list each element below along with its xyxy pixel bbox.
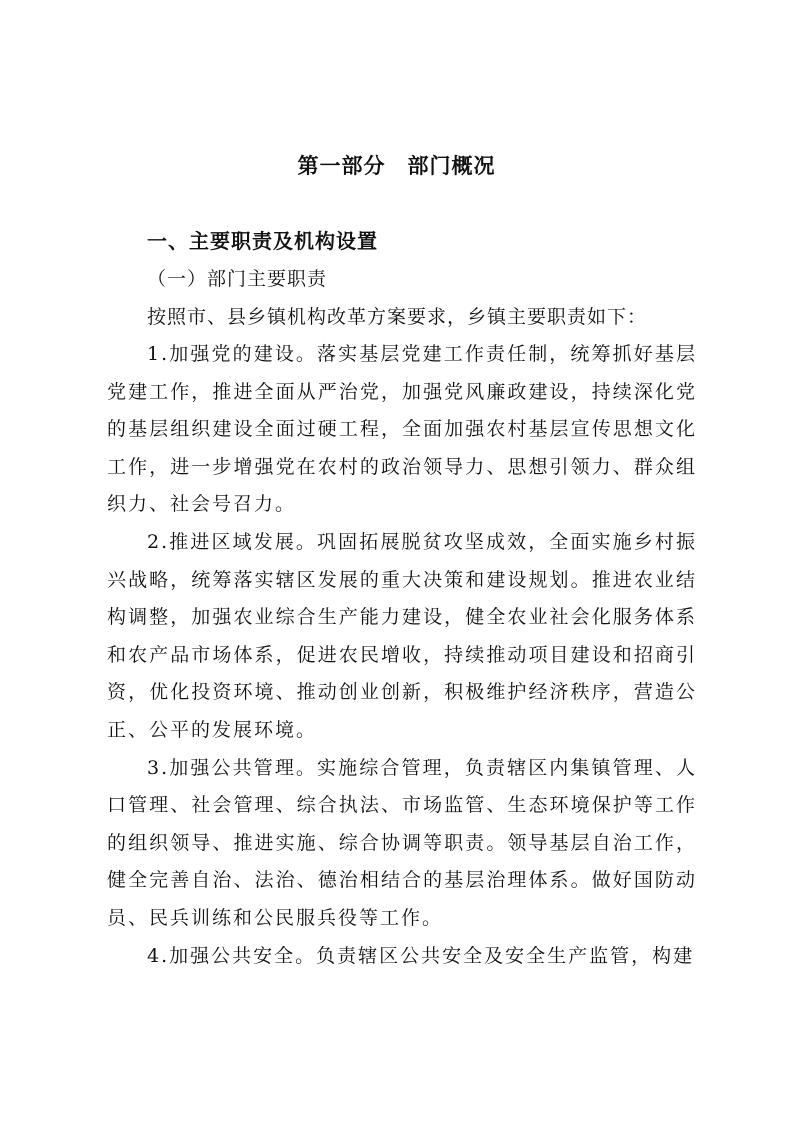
subsection-heading: （一）部门主要职责 — [147, 268, 328, 290]
page-title: 第一部分 部门概况 — [297, 154, 496, 178]
document-body — [107, 222, 697, 975]
section-heading: 一、主要职责及机构设置 — [147, 229, 378, 253]
intro-paragraph: 按照市、县乡镇机构改革方案要求，乡镇主要职责如下： — [147, 306, 648, 328]
item-paragraph-3: 3.加强公共管理。实施综合管理，负责辖区内集镇管理、人口管理、社会管理、综合执法、市场监管、生态环境保护等工作的组织领导、推进实施、综合协调等职责。领导基层自治工作，健全完善自治、法治、德治相结合的基层治理体系。做好国防动员、民兵训练和公民服兵役等工作。 — [107, 756, 697, 929]
item-paragraph-2: 2.推进区域发展。巩固拓展脱贫攻坚成效，全面实施乡村振兴战略，统筹落实辖区发展的重大决策和建设规划。推进农业结构调整，加强农业综合生产能力建设，健全农业社会化服务体系和农产品市场体系，促进农民增收，持续推动项目建设和招商引资，优化投资环境、推动创业创新，积极维护经济秩序，营造公正、公平的发展环境。 — [107, 530, 697, 741]
item-paragraph-4: 4.加强公共安全。负责辖区公共安全及安全生产监管，构建 — [147, 944, 695, 967]
item-paragraph-1: 1.加强党的建设。落实基层党建工作责任制，统筹抓好基层党建工作，推进全面从严治党，加强党风廉政建设，持续深化党的基层组织建设全面过硬工程，全面加强农村基层宣传思想文化工作，进一步增强党在农村的政治领导力、思想引领力、群众组织力、社会号召力。 — [107, 343, 697, 516]
